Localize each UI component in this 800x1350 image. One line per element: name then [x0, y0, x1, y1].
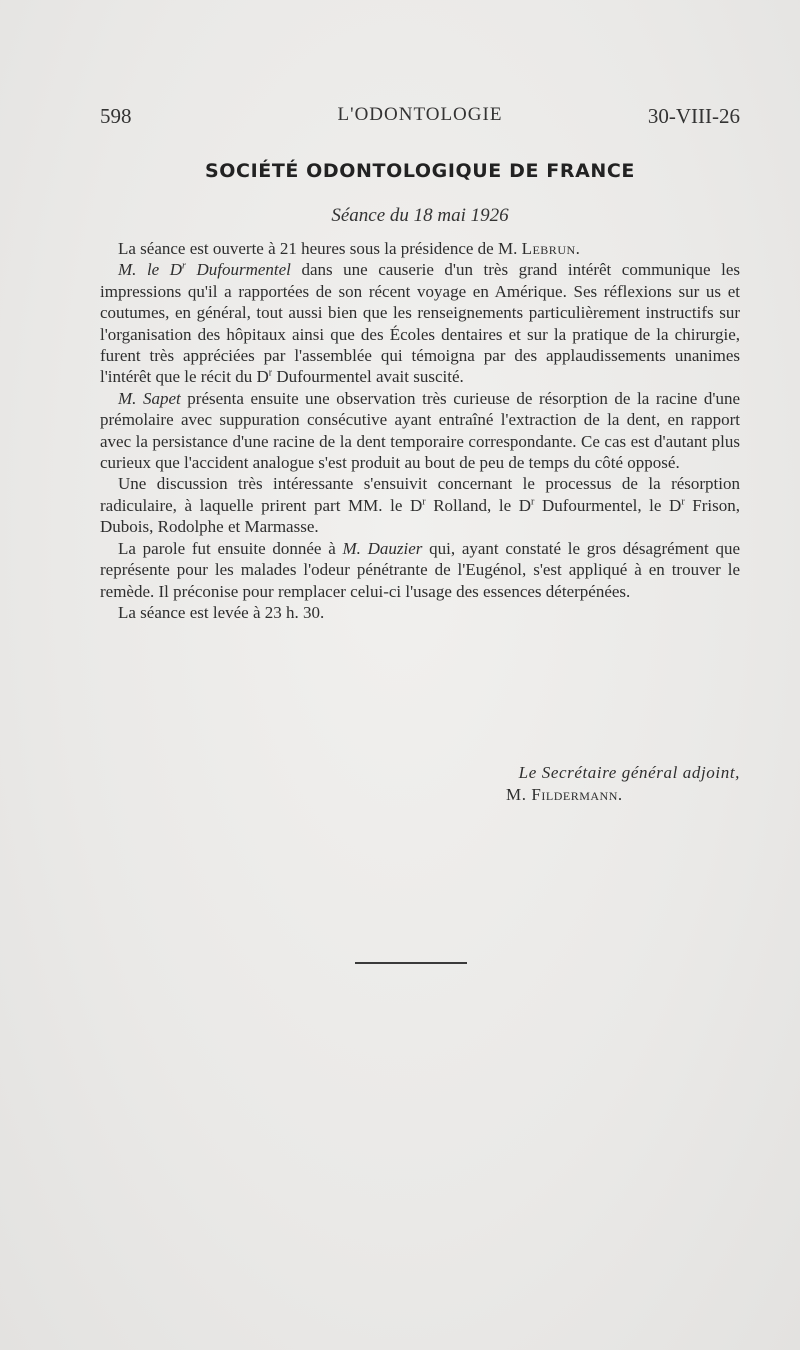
issue-date: 30-VIII-26 [647, 104, 740, 128]
paragraph-text: qui, ayant constaté le gros désagrément que représente pour les malades l'odeur pénétrante de l'Eugénol, s'est appliqué à en trouver le remède. Il préconise pour remplacer celui-ci l'usage des essences déterpénées. [100, 538, 740, 601]
paragraph-text: Dufourmentel, le D [534, 495, 682, 515]
paragraph-text: Dufourmentel avait suscité. [272, 367, 464, 387]
paragraph-text: Une discussion très intéressante s'ensuivit concernant le processus de la résorption radiculaire, à laquelle prirent part MM. le D [100, 474, 740, 515]
paragraph-text: La séance est ouverte à 21 heures sous la présidence de M. [118, 239, 522, 258]
page-number: 598 [100, 104, 132, 128]
paragraph-text: La séance est levée à 23 h. 30. [118, 602, 325, 622]
paragraph-sapet [100, 388, 740, 474]
minutes-body [100, 238, 740, 623]
running-head [100, 104, 740, 134]
speaker-name: M. Sapet [118, 388, 181, 408]
superscript: r [531, 496, 535, 508]
signatory-name [506, 784, 623, 806]
paragraph-text: dans une causerie d'un très grand intérêt communique les impressions qu'il a rapportées de son récent voyage en Amérique. Ses réflexions sur us et coutumes, en général, tout aussi bien que les renseignements particulièrement instructifs sur l'organisation des hôpitaux ainsi que des Écoles dentaires et sur la pratique de la chirurgie, furent très appréciées par l'assemblée qui témoigna par des applaudissements unanimes l'intérêt que le récit du D [100, 260, 740, 387]
president-name: Lebrun [521, 239, 576, 258]
paragraph-text: . [575, 239, 580, 258]
speaker-name [118, 260, 291, 279]
end-rule [355, 962, 467, 964]
paragraph-opening [100, 238, 740, 259]
section-title: SOCIÉTÉ ODONTOLOGIQUE DE FRANCE [205, 160, 635, 182]
paragraph-dufourmentel [100, 259, 740, 387]
speaker-name-part: M. le D [118, 260, 183, 280]
superscript: r [422, 496, 426, 508]
speaker-name-part: Dufourmentel [185, 260, 291, 280]
signatory-prefix: M. [506, 785, 532, 804]
paragraph-text: Frison, Dubois, Rodolphe et Marmasse. [100, 495, 740, 537]
paragraph-text: présenta ensuite une observation très curieuse de résorption de la racine d'une prémolaire avec suppuration consécutive ayant entraîné l'extraction de la dent, en rapport avec la persistance d'une racine de la dent temporaire correspondante. Ce cas est d'autant plus curieux que l'accident analogue s'est produit au bout de peu de temps du côté opposé. [100, 388, 741, 473]
speaker-name: M. Dauzier [342, 538, 423, 558]
signatory-surname: Fildermann. [531, 785, 623, 804]
paragraph-closing [100, 602, 740, 623]
session-date: Séance du 18 mai 1926 [331, 205, 509, 226]
superscript: r [681, 496, 685, 508]
superscript: r [182, 260, 186, 272]
superscript: r [268, 367, 273, 379]
paragraph-dauzier [100, 538, 740, 602]
paragraph-discussion [100, 473, 740, 537]
signatory-role: Le Secrétaire général adjoint, [518, 763, 740, 782]
paragraph-text: La parole fut ensuite donnée à [118, 538, 343, 558]
journal-name: L'ODONTOLOGIE [337, 104, 503, 125]
paragraph-text: Rolland, le D [425, 495, 532, 515]
